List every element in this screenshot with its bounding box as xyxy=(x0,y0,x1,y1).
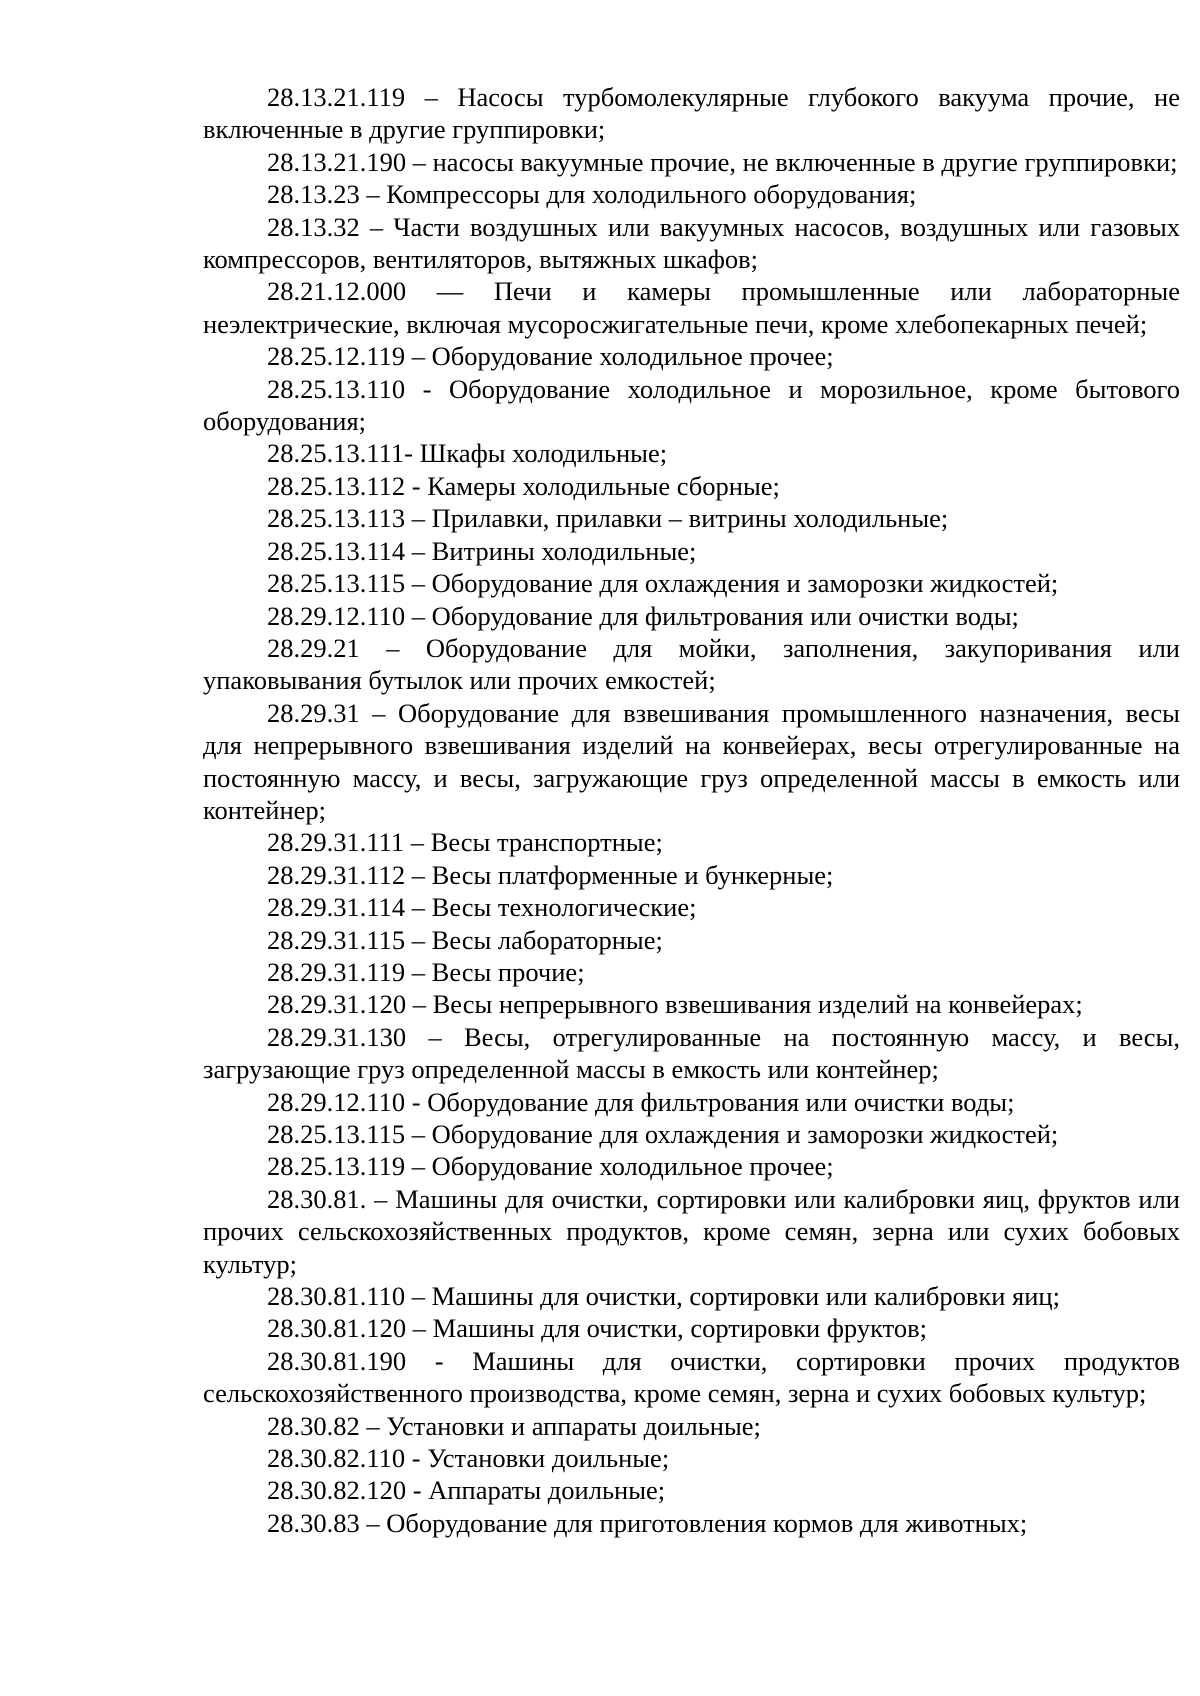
list-item: 28.29.12.110 - Оборудование для фильтрования или очистки воды; xyxy=(267,1086,1015,1117)
list-item: 28.30.81.110 – Машины для очистки, сортировки или калибровки яиц; xyxy=(267,1281,1060,1312)
list-item: 28.30.82 – Установки и аппараты доильные; xyxy=(267,1410,761,1441)
list-item: 28.29.31.111 – Весы транспортные; xyxy=(267,827,663,858)
list-item: 28.21.12.000 — Печи и камеры промышленные или лабораторные неэлектрические, включая мусоросжигательные печи, кроме хлебопекарных печей; xyxy=(203,276,1180,339)
list-item: 28.29.31.130 – Весы, отрегулированные на постоянную массу, и весы, загрузающие груз определенной массы в емкость или контейнер; xyxy=(203,1021,1180,1085)
list-item: 28.29.12.110 – Оборудование для фильтрования или очистки воды; xyxy=(267,600,1019,631)
list-item: 28.30.83 – Оборудование для приготовления кормов для животных; xyxy=(267,1507,1028,1538)
list-item: 28.25.13.112 - Камеры холодильные сборные; xyxy=(267,470,780,501)
list-item: 28.13.21.190 – насосы вакуумные прочие, не включенные в другие группировки; xyxy=(267,146,1178,177)
list-item: 28.30.82.110 - Установки доильные; xyxy=(267,1443,670,1474)
list-item: 28.25.13.114 – Витрины холодильные; xyxy=(267,535,697,566)
list-item: 28.25.13.110 - Оборудование холодильное и морозильное, кроме бытового оборудования; xyxy=(203,373,1180,437)
list-item: 28.25.13.111- Шкафы холодильные; xyxy=(267,438,668,469)
list-item: 28.29.31 – Оборудование для взвешивания промышленного назначения, весы для непрерывного взвешивания изделий на конвейерах, весы отрегулированные на постоянную массу, и весы, загружающие груз определенной массы в емкость или контейнер; xyxy=(203,697,1180,825)
list-item: 28.25.13.115 – Оборудование для охлаждения и заморозки жидкостей; xyxy=(267,1119,1059,1149)
list-item: 28.30.81.190 - Машины для очистки, сортировки прочих продуктов сельскохозяйственного производства, кроме семян, зерна и сухих бобовых культур; xyxy=(203,1345,1180,1409)
list-item: 28.29.21 – Оборудование для мойки, заполнения, закупоривания или упаковывания бутылок или прочих емкостей; xyxy=(203,632,1180,696)
list-item: 28.30.82.120 - Аппараты доильные; xyxy=(267,1475,666,1506)
list-item: 28.13.23 – Компрессоры для холодильного оборудования; xyxy=(267,179,917,210)
list-item: 28.29.31.120 – Весы непрерывного взвешивания изделий на конвейерах; xyxy=(267,989,1083,1020)
list-item: 28.25.13.113 – Прилавки, прилавки – витрины холодильные; xyxy=(267,503,949,534)
list-item: 28.13.21.119 – Насосы турбомолекулярные глубокого вакуума прочие, не включенные в другие группировки; xyxy=(203,82,1180,145)
document-page xyxy=(203,81,1180,1539)
list-item: 28.30.81.120 – Машины для очистки, сортировки фруктов; xyxy=(267,1313,927,1344)
list-item: 28.29.31.119 – Весы прочие; xyxy=(267,956,585,987)
list-item: 28.25.12.119 – Оборудование холодильное прочее; xyxy=(267,341,834,372)
list-item: 28.25.13.119 – Оборудование холодильное прочее; xyxy=(267,1151,834,1182)
list-item: 28.13.32 – Части воздушных или вакуумных насосов, воздушных или газовых компрессоров, вентиляторов, вытяжных шкафов; xyxy=(203,211,1180,275)
list-item: 28.29.31.112 – Весы платформенные и бункерные; xyxy=(267,859,834,890)
list-item: 28.29.31.115 – Весы лабораторные; xyxy=(267,924,663,955)
list-item: 28.29.31.114 – Весы технологические; xyxy=(267,892,697,923)
list-item: 28.30.81. – Машины для очистки, сортировки или калибровки яиц, фруктов или прочих сельскохозяйственных продуктов, кроме семян, зерна или сухих бобовых культур; xyxy=(203,1183,1180,1279)
list-item: 28.25.13.115 – Оборудование для охлаждения и заморозки жидкостей; xyxy=(267,568,1059,599)
